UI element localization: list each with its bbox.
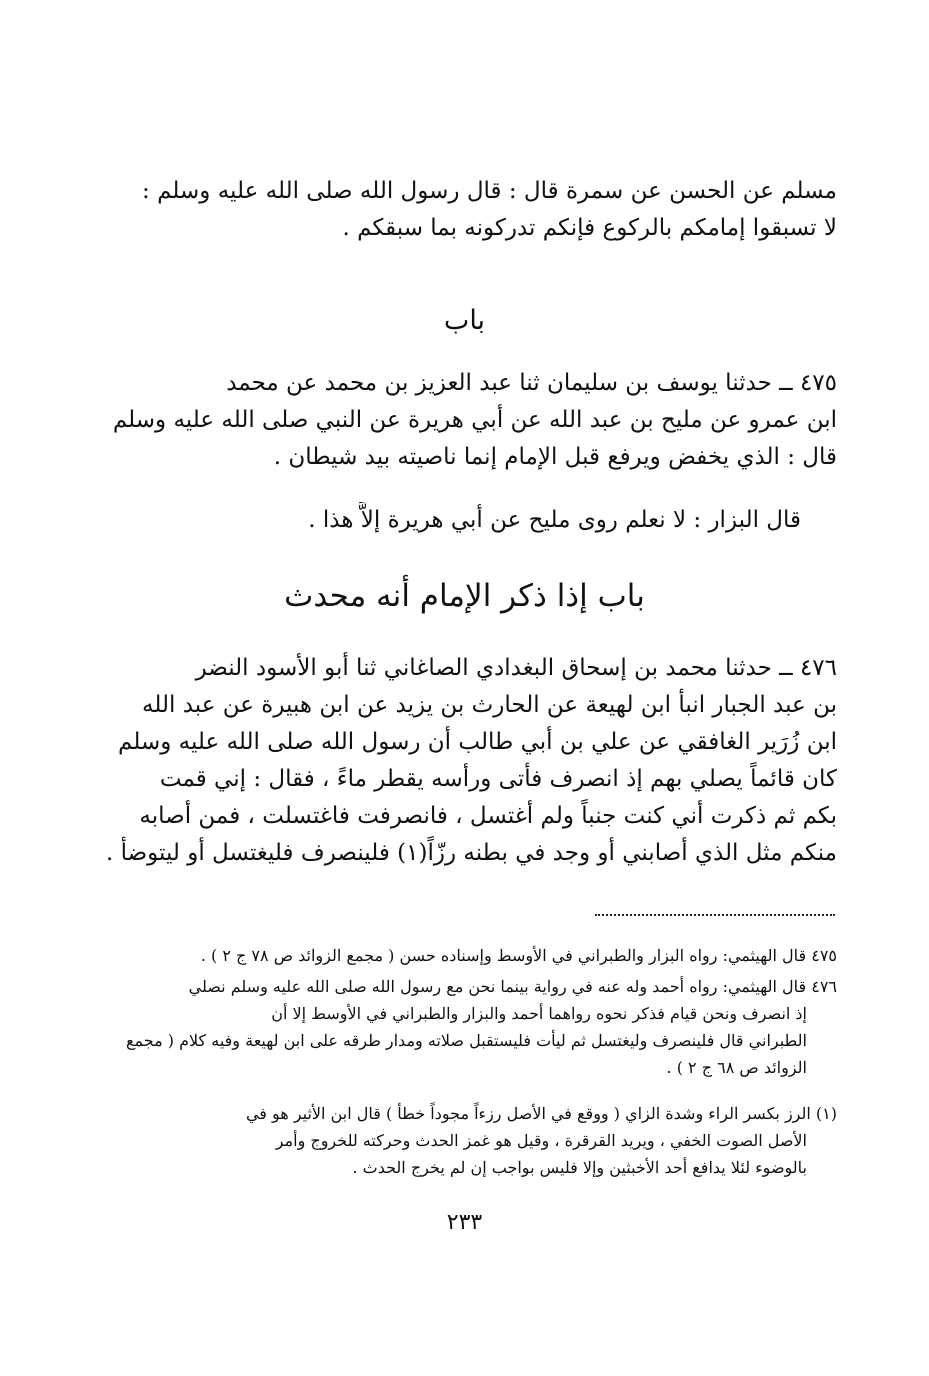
- footnote-line: بالوضوء لئلا يدافع أحد الأخبثين وإلا فليس بواجب إن لم يخرج الحدث .: [352, 1158, 807, 1177]
- footnote-line: الطبراني قال فلينصرف وليغتسل ثم ليأت فليستقبل صلاته ومدار طرقه على ابن لهيعة وفيه كلام ( مجمع: [126, 1031, 807, 1050]
- text-line: ٤٧٥ ــ حدثنا يوسف بن سليمان ثنا عبد العزيز بن محمد عن محمد: [226, 370, 837, 396]
- text-line: منكم مثل الذي أصابني أو وجد في بطنه رزّاً(١) فلينصرف فليغتسل أو ليتوضأ .: [105, 840, 837, 866]
- footnote-line: (١) الرز بكسر الراء وشدة الزاي ( ووقع في الأصل رزءاً مجوداً خطأ ) قال ابن الأثير هو في: [245, 1104, 837, 1123]
- footnote-line: إذ انصرف ونحن قيام فذكر نحوه رواهما أحمد والبزار والطبراني في الأوسط إلا أن: [271, 1004, 807, 1023]
- text-line: كان قائماً يصلي بهم إذ انصرف فأتى ورأسه يقطر ماءً ، فقال : إني قمت: [159, 766, 837, 792]
- bazzar-note: [97, 502, 837, 539]
- section-heading-bab: باب: [443, 305, 486, 336]
- text-line: لا تسبقوا إمامكم بالركوع فإنكم تدركونه بما سبقكم .: [342, 215, 837, 241]
- footnote-line: ٤٧٦ قال الهيثمي: رواه أحمد وله عنه في رواية بينما نحن مع رسول الله صلى الله عليه وسلم نصلي: [188, 977, 837, 996]
- hadith-475: [97, 365, 837, 476]
- footnote-1: [97, 1100, 837, 1181]
- text-line: ابن زُرَير الغافقي عن علي بن أبي طالب أن رسول الله صلى الله عليه وسلم: [118, 729, 837, 755]
- text-line: ابن عمرو عن مليح بن عبد الله عن أبي هريرة عن النبي صلى الله عليه وسلم: [112, 407, 837, 433]
- footnote-separator: [595, 914, 835, 916]
- text-line: قال : الذي يخفض ويرفع قبل الإمام إنما ناصيته بيد شيطان .: [273, 444, 837, 470]
- text-line: بكم ثم ذكرت أني كنت جنباً ولم أغتسل ، فانصرفت فاغتسلت ، فمن أصابه: [139, 803, 837, 829]
- page-number: ٢٣٣: [446, 1210, 483, 1235]
- text-line: قال البزار : لا نعلم روى مليح عن أبي هريرة إلاَّ هذا .: [308, 507, 801, 533]
- text-line: بن عبد الجبار انبأ ابن لهيعة عن الحارث بن يزيد عن ابن هبيرة عن عبد الله: [142, 692, 837, 718]
- footnote-line: الأصل الصوت الخفي ، ويريد القرقرة ، وقيل هو غمز الحدث وحركته للخروج وأمر: [275, 1131, 807, 1150]
- footnote-line: الزوائد ص ٦٨ ج ٢ ) .: [666, 1058, 807, 1077]
- text-line: ٤٧٦ ــ حدثنا محمد بن إسحاق البغدادي الصاغاني ثنا أبو الأسود النضر: [195, 655, 837, 681]
- top-paragraph: [97, 173, 837, 247]
- hadith-476: [97, 650, 837, 872]
- footnote-475: [97, 942, 837, 969]
- footnote-476: [97, 973, 837, 1081]
- text-line: مسلم عن الحسن عن سمرة قال : قال رسول الله صلى الله عليه وسلم :: [142, 178, 837, 204]
- footnote-line: ٤٧٥ قال الهيثمي: رواه البزار والطبراني في الأوسط وإسناده حسن ( مجمع الزوائد ص ٧٨ ج ٢ ) .: [200, 946, 837, 965]
- section-heading-imam-muhdith: باب إذا ذكر الإمام أنه محدث: [284, 578, 645, 614]
